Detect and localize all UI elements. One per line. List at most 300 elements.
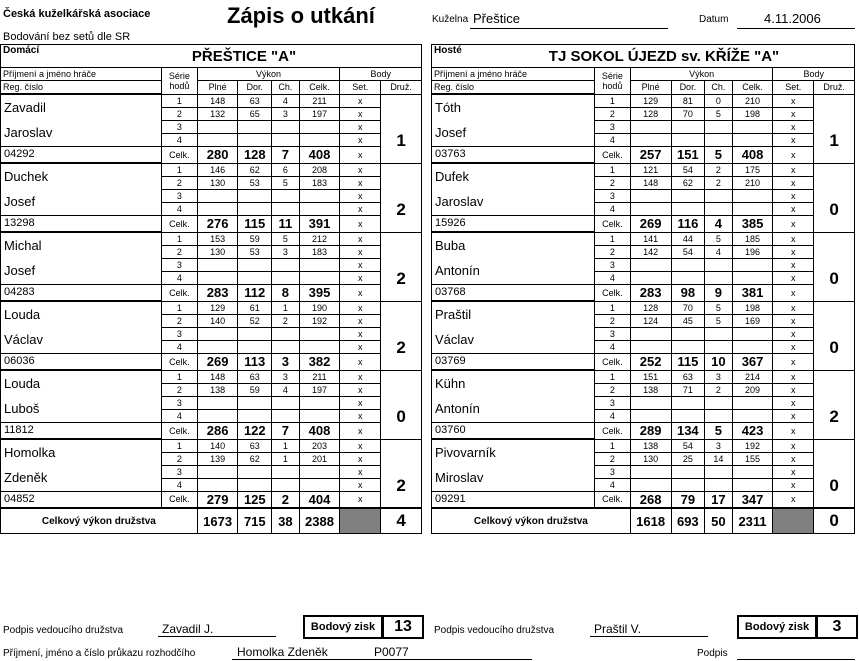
- series-cell[interactable]: [299, 258, 340, 271]
- series-cell[interactable]: [671, 478, 705, 491]
- series-cell[interactable]: 52: [238, 314, 272, 327]
- series-cell[interactable]: 3: [272, 370, 300, 383]
- series-cell[interactable]: 4: [595, 271, 631, 284]
- series-cell[interactable]: [732, 465, 773, 478]
- series-cell[interactable]: 2: [162, 245, 198, 258]
- series-cell[interactable]: 70: [671, 301, 705, 314]
- series-cell[interactable]: [705, 478, 733, 491]
- player-total[interactable]: 122: [238, 422, 272, 439]
- series-cell[interactable]: [630, 133, 671, 146]
- series-cell[interactable]: [197, 202, 238, 215]
- series-cell[interactable]: [732, 258, 773, 271]
- player-total[interactable]: 408: [299, 146, 340, 163]
- player-firstname[interactable]: Antonín: [432, 396, 595, 422]
- series-cell[interactable]: 4: [272, 94, 300, 107]
- player-total[interactable]: 408: [299, 422, 340, 439]
- series-cell[interactable]: 2: [162, 452, 198, 465]
- player-total[interactable]: 423: [732, 422, 773, 439]
- series-cell[interactable]: 129: [630, 94, 671, 107]
- series-cell[interactable]: 140: [197, 439, 238, 452]
- series-cell[interactable]: 44: [671, 232, 705, 245]
- series-cell[interactable]: 1: [595, 439, 631, 452]
- series-cell[interactable]: 1: [272, 439, 300, 452]
- series-cell[interactable]: [272, 271, 300, 284]
- player-surname[interactable]: Zavadil: [1, 94, 162, 120]
- player-total[interactable]: 408: [732, 146, 773, 163]
- series-cell[interactable]: [630, 465, 671, 478]
- series-cell[interactable]: [705, 120, 733, 133]
- series-cell[interactable]: 196: [732, 245, 773, 258]
- series-cell[interactable]: 61: [238, 301, 272, 314]
- series-cell[interactable]: 138: [630, 439, 671, 452]
- series-cell[interactable]: 14: [705, 452, 733, 465]
- series-cell[interactable]: 1: [162, 232, 198, 245]
- series-cell[interactable]: 45: [671, 314, 705, 327]
- player-total[interactable]: 2: [272, 491, 300, 508]
- series-cell[interactable]: 3: [162, 396, 198, 409]
- player-surname[interactable]: Tóth: [432, 94, 595, 120]
- player-total[interactable]: 395: [299, 284, 340, 301]
- series-cell[interactable]: [272, 202, 300, 215]
- series-cell[interactable]: [299, 409, 340, 422]
- series-cell[interactable]: 2: [595, 452, 631, 465]
- series-cell[interactable]: [705, 465, 733, 478]
- player-total[interactable]: 79: [671, 491, 705, 508]
- series-cell[interactable]: [299, 202, 340, 215]
- series-cell[interactable]: 54: [671, 163, 705, 176]
- series-cell[interactable]: 2: [162, 314, 198, 327]
- series-cell[interactable]: [272, 258, 300, 271]
- series-cell[interactable]: 209: [732, 383, 773, 396]
- series-cell[interactable]: 25: [671, 452, 705, 465]
- series-cell[interactable]: [671, 409, 705, 422]
- series-cell[interactable]: 5: [272, 232, 300, 245]
- series-cell[interactable]: 5: [705, 107, 733, 120]
- player-points[interactable]: 1: [814, 120, 855, 163]
- series-cell[interactable]: 3: [162, 327, 198, 340]
- series-cell[interactable]: [630, 202, 671, 215]
- series-cell[interactable]: 5: [272, 176, 300, 189]
- player-points[interactable]: 1: [381, 120, 422, 163]
- player-total[interactable]: 382: [299, 353, 340, 370]
- player-firstname[interactable]: Josef: [1, 258, 162, 284]
- series-cell[interactable]: [630, 396, 671, 409]
- referee-card[interactable]: P0077: [374, 645, 409, 659]
- player-total[interactable]: 8: [272, 284, 300, 301]
- series-cell[interactable]: 3: [162, 189, 198, 202]
- player-total[interactable]: 391: [299, 215, 340, 232]
- series-cell[interactable]: [272, 396, 300, 409]
- series-cell[interactable]: 128: [630, 107, 671, 120]
- series-cell[interactable]: 155: [732, 452, 773, 465]
- player-points[interactable]: 2: [381, 327, 422, 370]
- series-cell[interactable]: 59: [238, 383, 272, 396]
- series-cell[interactable]: [197, 396, 238, 409]
- series-cell[interactable]: 151: [630, 370, 671, 383]
- series-cell[interactable]: 1: [162, 301, 198, 314]
- series-cell[interactable]: [272, 465, 300, 478]
- series-cell[interactable]: 192: [299, 314, 340, 327]
- player-total[interactable]: 98: [671, 284, 705, 301]
- player-reg[interactable]: 03768: [432, 284, 595, 301]
- player-surname[interactable]: Buba: [432, 232, 595, 258]
- series-cell[interactable]: [272, 340, 300, 353]
- series-cell[interactable]: 148: [197, 94, 238, 107]
- series-cell[interactable]: [299, 478, 340, 491]
- series-cell[interactable]: [630, 327, 671, 340]
- player-total[interactable]: 367: [732, 353, 773, 370]
- series-cell[interactable]: 3: [272, 245, 300, 258]
- series-cell[interactable]: [671, 202, 705, 215]
- series-cell[interactable]: 185: [732, 232, 773, 245]
- series-cell[interactable]: 54: [671, 439, 705, 452]
- series-cell[interactable]: [630, 189, 671, 202]
- series-cell[interactable]: 63: [238, 370, 272, 383]
- series-cell[interactable]: 2: [595, 245, 631, 258]
- series-cell[interactable]: [732, 396, 773, 409]
- series-cell[interactable]: 4: [162, 340, 198, 353]
- series-cell[interactable]: 3: [595, 258, 631, 271]
- series-cell[interactable]: [630, 340, 671, 353]
- series-cell[interactable]: [238, 327, 272, 340]
- series-cell[interactable]: [671, 465, 705, 478]
- date-value[interactable]: 4.11.2006: [764, 11, 821, 26]
- series-cell[interactable]: [732, 340, 773, 353]
- series-cell[interactable]: 62: [671, 176, 705, 189]
- venue-value[interactable]: Přeštice: [473, 11, 520, 26]
- series-cell[interactable]: [671, 189, 705, 202]
- series-cell[interactable]: 212: [299, 232, 340, 245]
- series-cell[interactable]: 3: [162, 465, 198, 478]
- player-total[interactable]: 252: [630, 353, 671, 370]
- player-total[interactable]: 125: [238, 491, 272, 508]
- player-firstname[interactable]: Jaroslav: [1, 120, 162, 146]
- series-cell[interactable]: [732, 409, 773, 422]
- series-cell[interactable]: [197, 327, 238, 340]
- player-total[interactable]: 286: [197, 422, 238, 439]
- player-firstname[interactable]: Václav: [432, 327, 595, 353]
- player-total[interactable]: 269: [197, 353, 238, 370]
- series-cell[interactable]: [272, 409, 300, 422]
- series-cell[interactable]: [238, 396, 272, 409]
- series-cell[interactable]: 183: [299, 176, 340, 189]
- series-cell[interactable]: 2: [705, 176, 733, 189]
- series-cell[interactable]: 2: [272, 314, 300, 327]
- series-cell[interactable]: 53: [238, 176, 272, 189]
- series-cell[interactable]: 1: [272, 301, 300, 314]
- series-cell[interactable]: [732, 478, 773, 491]
- series-cell[interactable]: 210: [732, 176, 773, 189]
- series-cell[interactable]: 2: [595, 314, 631, 327]
- series-cell[interactable]: [732, 133, 773, 146]
- player-total[interactable]: 279: [197, 491, 238, 508]
- series-cell[interactable]: [732, 271, 773, 284]
- series-cell[interactable]: [299, 133, 340, 146]
- player-firstname[interactable]: Josef: [1, 189, 162, 215]
- series-cell[interactable]: 128: [630, 301, 671, 314]
- series-cell[interactable]: [197, 409, 238, 422]
- series-cell[interactable]: [732, 120, 773, 133]
- series-cell[interactable]: [732, 189, 773, 202]
- series-cell[interactable]: [299, 120, 340, 133]
- series-cell[interactable]: 1: [595, 370, 631, 383]
- player-total[interactable]: 283: [197, 284, 238, 301]
- player-surname[interactable]: Louda: [1, 301, 162, 327]
- series-cell[interactable]: [671, 271, 705, 284]
- player-total[interactable]: 10: [705, 353, 733, 370]
- series-cell[interactable]: 1: [162, 163, 198, 176]
- series-cell[interactable]: [671, 258, 705, 271]
- series-cell[interactable]: 70: [671, 107, 705, 120]
- series-cell[interactable]: [705, 327, 733, 340]
- series-cell[interactable]: 124: [630, 314, 671, 327]
- series-cell[interactable]: 3: [595, 189, 631, 202]
- series-cell[interactable]: 1: [595, 94, 631, 107]
- player-total[interactable]: 113: [238, 353, 272, 370]
- player-total[interactable]: 115: [671, 353, 705, 370]
- player-total[interactable]: 385: [732, 215, 773, 232]
- series-cell[interactable]: 1: [595, 301, 631, 314]
- series-cell[interactable]: [197, 189, 238, 202]
- player-reg[interactable]: 04852: [1, 491, 162, 508]
- player-total[interactable]: 257: [630, 146, 671, 163]
- series-cell[interactable]: [630, 120, 671, 133]
- series-cell[interactable]: [272, 189, 300, 202]
- series-cell[interactable]: 53: [238, 245, 272, 258]
- series-cell[interactable]: 4: [705, 245, 733, 258]
- series-cell[interactable]: 1: [162, 439, 198, 452]
- series-cell[interactable]: 54: [671, 245, 705, 258]
- series-cell[interactable]: [705, 202, 733, 215]
- player-total[interactable]: 5: [705, 146, 733, 163]
- series-cell[interactable]: [671, 396, 705, 409]
- series-cell[interactable]: 146: [197, 163, 238, 176]
- player-total[interactable]: 17: [705, 491, 733, 508]
- team-name[interactable]: PŘEŠTICE "A": [191, 47, 297, 65]
- player-total[interactable]: 5: [705, 422, 733, 439]
- series-cell[interactable]: 5: [705, 314, 733, 327]
- player-total[interactable]: 4: [705, 215, 733, 232]
- away-leader-name[interactable]: Praštil V.: [594, 622, 641, 636]
- player-points[interactable]: 2: [381, 258, 422, 301]
- player-total[interactable]: 381: [732, 284, 773, 301]
- player-points[interactable]: 0: [381, 396, 422, 439]
- series-cell[interactable]: 2: [705, 383, 733, 396]
- player-total[interactable]: 283: [630, 284, 671, 301]
- series-cell[interactable]: 203: [299, 439, 340, 452]
- series-cell[interactable]: [705, 189, 733, 202]
- series-cell[interactable]: 121: [630, 163, 671, 176]
- player-surname[interactable]: Duchek: [1, 163, 162, 189]
- series-cell[interactable]: 175: [732, 163, 773, 176]
- series-cell[interactable]: 201: [299, 452, 340, 465]
- player-total[interactable]: 9: [705, 284, 733, 301]
- series-cell[interactable]: 183: [299, 245, 340, 258]
- player-total[interactable]: 128: [238, 146, 272, 163]
- series-cell[interactable]: 198: [732, 301, 773, 314]
- series-cell[interactable]: [197, 465, 238, 478]
- player-total[interactable]: 134: [671, 422, 705, 439]
- player-surname[interactable]: Dufek: [432, 163, 595, 189]
- player-firstname[interactable]: Josef: [432, 120, 595, 146]
- series-cell[interactable]: 3: [595, 327, 631, 340]
- series-cell[interactable]: 2: [595, 176, 631, 189]
- series-cell[interactable]: [299, 340, 340, 353]
- player-total[interactable]: 280: [197, 146, 238, 163]
- player-total[interactable]: 7: [272, 146, 300, 163]
- series-cell[interactable]: [238, 340, 272, 353]
- series-cell[interactable]: 132: [197, 107, 238, 120]
- series-cell[interactable]: [272, 478, 300, 491]
- series-cell[interactable]: 3: [595, 120, 631, 133]
- series-cell[interactable]: [705, 133, 733, 146]
- series-cell[interactable]: 4: [162, 478, 198, 491]
- series-cell[interactable]: 81: [671, 94, 705, 107]
- player-reg[interactable]: 09291: [432, 491, 595, 508]
- series-cell[interactable]: 62: [238, 452, 272, 465]
- series-cell[interactable]: 211: [299, 94, 340, 107]
- player-points[interactable]: 0: [814, 258, 855, 301]
- series-cell[interactable]: 129: [197, 301, 238, 314]
- player-firstname[interactable]: Zdeněk: [1, 465, 162, 491]
- series-cell[interactable]: 63: [238, 439, 272, 452]
- player-total[interactable]: 289: [630, 422, 671, 439]
- player-total[interactable]: 11: [272, 215, 300, 232]
- series-cell[interactable]: 198: [732, 107, 773, 120]
- series-cell[interactable]: [705, 258, 733, 271]
- player-reg[interactable]: 06036: [1, 353, 162, 370]
- referee-name[interactable]: Homolka Zdeněk: [237, 645, 328, 659]
- series-cell[interactable]: 2: [162, 176, 198, 189]
- player-points[interactable]: 0: [814, 327, 855, 370]
- series-cell[interactable]: 197: [299, 107, 340, 120]
- player-reg[interactable]: 03760: [432, 422, 595, 439]
- player-surname[interactable]: Kühn: [432, 370, 595, 396]
- player-reg[interactable]: 04292: [1, 146, 162, 163]
- series-cell[interactable]: 1: [162, 94, 198, 107]
- series-cell[interactable]: [705, 271, 733, 284]
- series-cell[interactable]: 197: [299, 383, 340, 396]
- series-cell[interactable]: 130: [197, 176, 238, 189]
- series-cell[interactable]: 4: [162, 202, 198, 215]
- series-cell[interactable]: [671, 340, 705, 353]
- series-cell[interactable]: 71: [671, 383, 705, 396]
- player-points[interactable]: 0: [814, 189, 855, 232]
- series-cell[interactable]: [705, 409, 733, 422]
- player-surname[interactable]: Pivovarník: [432, 439, 595, 465]
- series-cell[interactable]: 4: [595, 340, 631, 353]
- player-total[interactable]: 151: [671, 146, 705, 163]
- player-surname[interactable]: Homolka: [1, 439, 162, 465]
- series-cell[interactable]: [671, 120, 705, 133]
- series-cell[interactable]: 142: [630, 245, 671, 258]
- player-surname[interactable]: Louda: [1, 370, 162, 396]
- series-cell[interactable]: [705, 340, 733, 353]
- player-total[interactable]: 3: [272, 353, 300, 370]
- series-cell[interactable]: 59: [238, 232, 272, 245]
- series-cell[interactable]: 63: [671, 370, 705, 383]
- series-cell[interactable]: [299, 189, 340, 202]
- series-cell[interactable]: [238, 271, 272, 284]
- series-cell[interactable]: [238, 409, 272, 422]
- series-cell[interactable]: 3: [705, 439, 733, 452]
- player-firstname[interactable]: Václav: [1, 327, 162, 353]
- series-cell[interactable]: 5: [705, 301, 733, 314]
- player-points[interactable]: 2: [814, 396, 855, 439]
- series-cell[interactable]: 4: [162, 133, 198, 146]
- series-cell[interactable]: [299, 327, 340, 340]
- series-cell[interactable]: [732, 327, 773, 340]
- series-cell[interactable]: 130: [630, 452, 671, 465]
- player-firstname[interactable]: Jaroslav: [432, 189, 595, 215]
- series-cell[interactable]: [238, 478, 272, 491]
- series-cell[interactable]: [705, 396, 733, 409]
- series-cell[interactable]: 1: [272, 452, 300, 465]
- series-cell[interactable]: [272, 327, 300, 340]
- series-cell[interactable]: 1: [162, 370, 198, 383]
- player-surname[interactable]: Michal: [1, 232, 162, 258]
- series-cell[interactable]: 210: [732, 94, 773, 107]
- series-cell[interactable]: 2: [705, 163, 733, 176]
- series-cell[interactable]: 3: [595, 396, 631, 409]
- series-cell[interactable]: [238, 189, 272, 202]
- series-cell[interactable]: 2: [595, 383, 631, 396]
- series-cell[interactable]: [630, 271, 671, 284]
- series-cell[interactable]: [197, 478, 238, 491]
- series-cell[interactable]: 214: [732, 370, 773, 383]
- player-reg[interactable]: 11812: [1, 422, 162, 439]
- player-reg[interactable]: 03763: [432, 146, 595, 163]
- player-firstname[interactable]: Luboš: [1, 396, 162, 422]
- player-firstname[interactable]: Miroslav: [432, 465, 595, 491]
- series-cell[interactable]: 65: [238, 107, 272, 120]
- series-cell[interactable]: [299, 465, 340, 478]
- series-cell[interactable]: 4: [272, 383, 300, 396]
- series-cell[interactable]: 3: [595, 465, 631, 478]
- series-cell[interactable]: [238, 202, 272, 215]
- series-cell[interactable]: 190: [299, 301, 340, 314]
- series-cell[interactable]: 62: [238, 163, 272, 176]
- series-cell[interactable]: 4: [595, 133, 631, 146]
- player-points[interactable]: 0: [814, 465, 855, 508]
- series-cell[interactable]: 208: [299, 163, 340, 176]
- team-name[interactable]: TJ SOKOL ÚJEZD sv. KŘÍŽE "A": [548, 47, 780, 65]
- player-total[interactable]: 269: [630, 215, 671, 232]
- series-cell[interactable]: 2: [162, 383, 198, 396]
- series-cell[interactable]: 4: [595, 409, 631, 422]
- series-cell[interactable]: 4: [595, 478, 631, 491]
- series-cell[interactable]: [197, 271, 238, 284]
- series-cell[interactable]: 3: [162, 120, 198, 133]
- series-cell[interactable]: 1: [595, 232, 631, 245]
- series-cell[interactable]: [197, 340, 238, 353]
- series-cell[interactable]: 130: [197, 245, 238, 258]
- series-cell[interactable]: 148: [197, 370, 238, 383]
- series-cell[interactable]: 4: [162, 409, 198, 422]
- player-total[interactable]: 404: [299, 491, 340, 508]
- player-firstname[interactable]: Antonín: [432, 258, 595, 284]
- series-cell[interactable]: 141: [630, 232, 671, 245]
- player-points[interactable]: 2: [381, 465, 422, 508]
- series-cell[interactable]: [630, 258, 671, 271]
- player-total[interactable]: 276: [197, 215, 238, 232]
- series-cell[interactable]: [272, 133, 300, 146]
- player-total[interactable]: 116: [671, 215, 705, 232]
- series-cell[interactable]: [671, 133, 705, 146]
- series-cell[interactable]: 169: [732, 314, 773, 327]
- player-surname[interactable]: Praštil: [432, 301, 595, 327]
- series-cell[interactable]: 211: [299, 370, 340, 383]
